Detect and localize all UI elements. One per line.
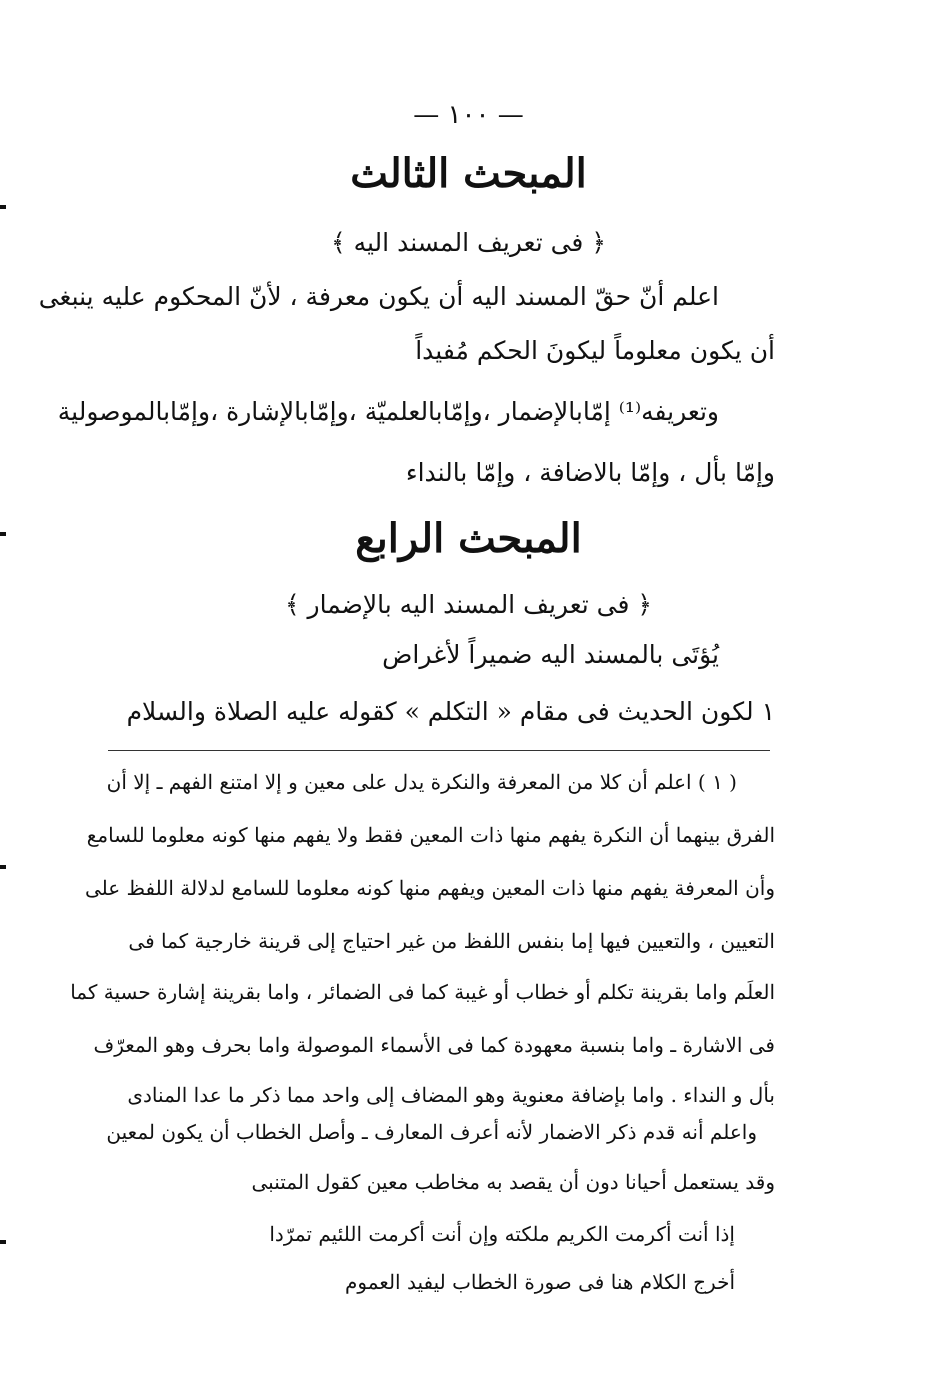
section-4-line-2: ١ لكون الحديث فى مقام « التكلم » كقوله عليه الصلاة والسلام [126, 697, 775, 726]
footnote-line-5: العلَم واما بقرينة تكلم أو خطاب أو غيبة كما فى الضمائر ، واما بقرينة إشارة حسية كما [70, 980, 775, 1004]
section-4-line-1: يُؤتَى بالمسند اليه ضميراً لأغراض [382, 640, 719, 669]
footnote-divider [108, 750, 770, 751]
section-3-subheading: ﴿ فى تعريف المسند اليه ﴾ [331, 228, 606, 257]
section-4-heading: المبحث الرابع [355, 515, 582, 562]
section-3-line-2: أن يكون معلوماً ليكونَ الحكم مُفيداً [415, 336, 775, 365]
footnote-line-2: الفرق بينهما أن النكرة يفهم منها ذات المعين فقط ولا يفهم منها كونه معلوما للسامع [86, 823, 775, 847]
footnote-line-9: وقد يستعمل أحيانا دون أن يقصد به مخاطب معين كقول المتنبى [251, 1170, 775, 1194]
footnote-verse: إذا أنت أكرمت الكريم ملكته وإن أنت أكرمت اللئيم تمرّدا [269, 1222, 735, 1246]
scan-edge-mark [0, 205, 6, 209]
footnote-line-11: أخرج الكلام هنا فى صورة الخطاب ليفيد العموم [345, 1270, 735, 1294]
footnote-line-6: فى الاشارة ـ واما بنسبة معهودة كما فى الأسماء الموصولة واما بحرف وهو المعرّف [93, 1033, 775, 1057]
scan-edge-mark [0, 1240, 6, 1244]
section-4-subheading: ﴿ فى تعريف المسند اليه بالإضمار ﴾ [284, 590, 653, 619]
section-3-line-1: اعلم أنّ حقّ المسند اليه أن يكون معرفة ، لأنّ المحكوم عليه ينبغى [38, 282, 719, 311]
footnote-line-3: وأن المعرفة يفهم منها ذات المعين ويفهم منها كونه معلوما للسامع لدلالة اللفظ على [84, 876, 775, 900]
scan-edge-mark [0, 532, 6, 536]
footnote-line-8: واعلم أنه قدم ذكر الاضمار لأنه أعرف المعارف ـ وأصل الخطاب أن يكون لمعين [106, 1120, 757, 1144]
footnote-line-7: بأل و النداء . واما بإضافة معنوية وهو المضاف إلى واحد مما ذكر ما عدا المنادى [127, 1083, 775, 1107]
section-3-line-4: وإمّا بأل ، وإمّا بالاضافة ، وإمّا بالنداء [405, 458, 775, 487]
section-3-line-3: وتعريفه⁽¹⁾ إمّابالإضمار ،وإمّابالعلميّة ،وإمّابالإشارة ،وإمّابالموصولية [57, 397, 719, 426]
section-3-heading: المبحث الثالث [350, 150, 587, 197]
footnote-line-4: التعيين ، والتعيين فيها إما بنفس اللفظ من غير احتياج إلى قرينة خارجية كما فى [128, 929, 775, 953]
scan-edge-mark [0, 865, 6, 869]
page-number: — ١٠٠ — [413, 100, 524, 130]
footnote-line-1: ( ١ ) اعلم أن كلا من المعرفة والنكرة يدل على معين و إلا امتنع الفهم ـ إلا أن [106, 770, 737, 794]
